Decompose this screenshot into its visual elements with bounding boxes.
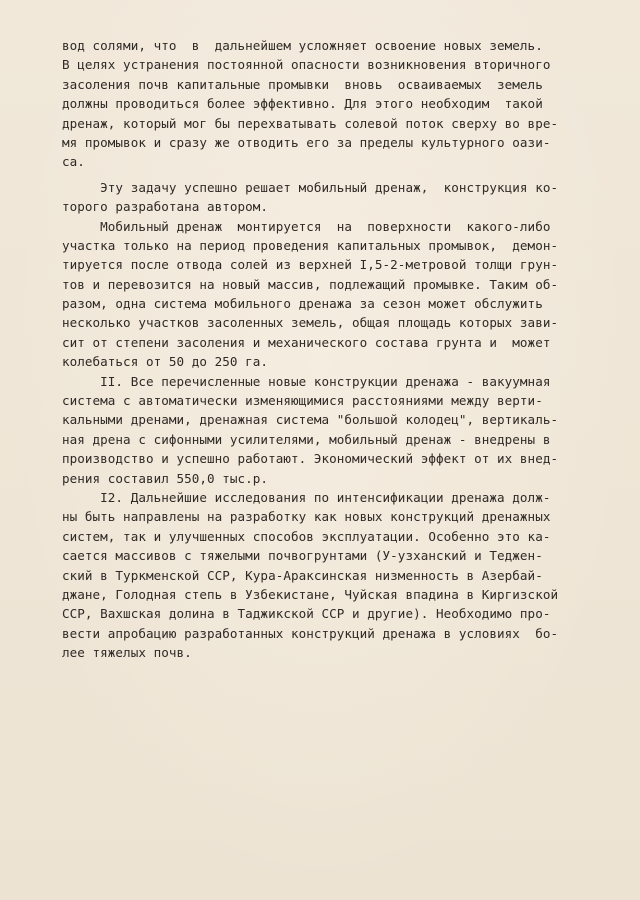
- paragraph: [62, 488, 582, 663]
- text-line: несколько участков засоленных земель, общая площадь которых зави-: [62, 315, 559, 331]
- text-line: производство и успешно работают. Экономический эффект от их внед-: [62, 451, 559, 467]
- paragraph: [62, 217, 582, 372]
- text-line: систем, так и улучшенных способов эксплуатации. Особенно это ка-: [62, 528, 551, 544]
- text-line: вести апробацию разработанных конструкций дренажа в условиях бо-: [62, 625, 559, 641]
- text-line: ная дрена с сифонными усилителями, мобильный дренаж - внедрены в: [62, 431, 551, 447]
- text-line: участка только на период проведения капитальных промывок, демон-: [62, 237, 559, 253]
- paragraph: [62, 372, 582, 488]
- text-line: ский в Туркменской ССР, Кура-Араксинская низменность в Азербай-: [62, 567, 543, 583]
- text-line: ССР, Вахшская долина в Таджикской ССР и другие). Необходимо про-: [62, 606, 551, 622]
- text-line: колебаться от 50 до 250 га.: [62, 354, 269, 370]
- text-line: мя промывок и сразу же отводить его за пределы культурного оази-: [62, 134, 551, 150]
- paragraph: [62, 36, 582, 172]
- text-line: джане, Голодная степь в Узбекистане, Чуйская впадина в Киргизской: [62, 586, 559, 602]
- text-line: тируется после отвода солей из верхней I,5-2-метровой толщи грун-: [62, 257, 559, 273]
- text-line: Эту задачу успешно решает мобильный дренаж, конструкция ко-: [62, 179, 559, 195]
- text-line: Мобильный дренаж монтируется на поверхности какого-либо: [62, 218, 551, 234]
- text-line: засоления почв капитальные промывки вновь осваиваемых земель: [62, 76, 543, 92]
- text-line: II. Все перечисленные новые конструкции дренажа - вакуумная: [62, 373, 551, 389]
- text-line: торого разработана автором.: [62, 199, 269, 215]
- typewritten-text-block: [62, 36, 582, 663]
- text-line: разом, одна система мобильного дренажа за сезон может обслужить: [62, 296, 543, 312]
- text-line: рения составил 550,0 тыс.р.: [62, 470, 269, 486]
- text-line: В целях устранения постоянной опасности возникновения вторичного: [62, 57, 551, 73]
- text-line: сит от степени засоления и механического состава грунта и может: [62, 334, 551, 350]
- text-line: I2. Дальнейшие исследования по интенсификации дренажа долж-: [62, 489, 551, 505]
- text-line: должны проводиться более эффективно. Для этого необходим такой: [62, 96, 543, 112]
- text-line: сается массивов с тяжелыми почвогрунтами (У-узханский и Теджен-: [62, 548, 543, 564]
- text-line: са.: [62, 154, 85, 170]
- text-line: вод солями, что в дальнейшем усложняет освоение новых земель.: [62, 38, 543, 53]
- paragraph: [62, 178, 582, 217]
- text-line: дренаж, который мог бы перехватывать солевой поток сверху во вре-: [62, 115, 559, 131]
- text-line: тов и перевозится на новый массив, подлежащий промывке. Таким об-: [62, 276, 559, 292]
- text-line: кальными дренами, дренажная система "большой колодец", вертикаль-: [62, 412, 559, 428]
- text-line: система с автоматически изменяющимися расстояниями между верти-: [62, 393, 543, 409]
- text-line: лее тяжелых почв.: [62, 645, 192, 661]
- text-line: ны быть направлены на разработку как новых конструкций дренажных: [62, 509, 551, 525]
